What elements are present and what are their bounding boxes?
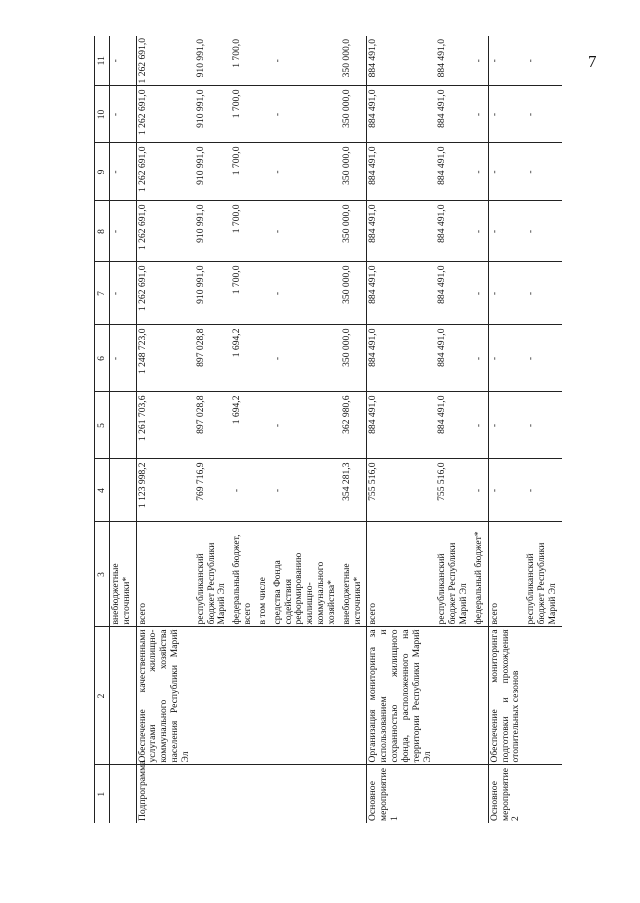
header-cell: 4: [95, 459, 110, 522]
value-cell: 1 123 998,2: [136, 459, 195, 522]
table-row: [257, 36, 272, 823]
table-row: [436, 36, 472, 823]
source-cell: республиканский бюджет Республики Марий Эл: [436, 522, 472, 627]
value-cell: [257, 36, 272, 86]
value-cell: -: [488, 262, 525, 325]
value-cell: [257, 262, 272, 325]
value-cell: -: [473, 86, 488, 143]
value-cell: -: [525, 459, 561, 522]
value-cell: [257, 325, 272, 392]
header-cell: 9: [95, 143, 110, 201]
source-cell: всего: [136, 522, 195, 627]
table-row: [473, 36, 488, 823]
value-cell: -: [488, 86, 525, 143]
header-cell: 6: [95, 325, 110, 392]
value-cell: -: [488, 143, 525, 201]
value-cell: 354 281,3: [341, 459, 367, 522]
value-cell: -: [231, 459, 257, 522]
value-cell: -: [525, 201, 561, 262]
value-cell: -: [272, 36, 341, 86]
source-cell: федеральный бюджет*: [473, 522, 488, 627]
value-cell: -: [110, 86, 137, 143]
value-cell: -: [110, 36, 137, 86]
description-cell: [436, 627, 472, 765]
description-cell: [272, 627, 341, 765]
source-cell: внебюджетные источники*: [341, 522, 367, 627]
value-cell: -: [272, 262, 341, 325]
source-cell: республиканский бюджет Республики Марий Эл: [525, 522, 561, 627]
value-cell: -: [488, 325, 525, 392]
source-cell: федеральный бюджет, всего: [231, 522, 257, 627]
value-cell: 1 694,2: [231, 392, 257, 459]
value-cell: -: [473, 325, 488, 392]
value-cell: -: [473, 459, 488, 522]
row-label-cell: [272, 765, 341, 823]
value-cell: -: [525, 36, 561, 86]
value-cell: -: [488, 36, 525, 86]
table-row: [110, 36, 137, 823]
value-cell: -: [272, 201, 341, 262]
table-row: [272, 36, 341, 823]
value-cell: -: [473, 201, 488, 262]
value-cell: 884 491,0: [436, 201, 472, 262]
row-label-cell: [473, 765, 488, 823]
value-cell: -: [110, 325, 137, 392]
table-row: [525, 36, 561, 823]
value-cell: 1 700,0: [231, 86, 257, 143]
row-label-cell: [341, 765, 367, 823]
value-cell: 362 980,6: [341, 392, 367, 459]
table-row: [231, 36, 257, 823]
table-row: [136, 36, 195, 823]
value-cell: 884 491,0: [367, 143, 436, 201]
row-label-cell: Подпрограмма: [136, 765, 195, 823]
value-cell: -: [272, 86, 341, 143]
description-cell: Организация мониторинга за использованием и сохранностью жилищного фонда, расположенного на территории Республики Марий Эл: [367, 627, 436, 765]
value-cell: 910 991,0: [195, 36, 231, 86]
header-cell: 3: [95, 522, 110, 627]
value-cell: 884 491,0: [436, 325, 472, 392]
value-cell: [110, 459, 137, 522]
value-cell: 884 491,0: [436, 143, 472, 201]
value-cell: [257, 201, 272, 262]
budget-table: [94, 36, 562, 823]
description-cell: Обеспечение качественными услугами жилищно-коммунального хозяйства населения Республики Марий Эл: [136, 627, 195, 765]
table-row: [488, 36, 525, 823]
value-cell: 884 491,0: [367, 325, 436, 392]
value-cell: [257, 459, 272, 522]
value-cell: 884 491,0: [367, 86, 436, 143]
value-cell: 884 491,0: [367, 36, 436, 86]
header-row: [95, 36, 110, 823]
value-cell: 350 000,0: [341, 325, 367, 392]
value-cell: -: [110, 143, 137, 201]
value-cell: -: [525, 143, 561, 201]
value-cell: -: [272, 392, 341, 459]
value-cell: 769 716,9: [195, 459, 231, 522]
value-cell: 910 991,0: [195, 143, 231, 201]
value-cell: 910 991,0: [195, 262, 231, 325]
description-cell: [195, 627, 231, 765]
value-cell: 350 000,0: [341, 36, 367, 86]
value-cell: -: [488, 459, 525, 522]
row-label-cell: [436, 765, 472, 823]
value-cell: -: [110, 262, 137, 325]
value-cell: 884 491,0: [367, 201, 436, 262]
source-cell: всего: [367, 522, 436, 627]
value-cell: 1 700,0: [231, 36, 257, 86]
row-label-cell: [231, 765, 257, 823]
table-row: [367, 36, 436, 823]
value-cell: [257, 392, 272, 459]
value-cell: 1 694,2: [231, 325, 257, 392]
source-cell: республиканский бюджет Республики Марий Эл: [195, 522, 231, 627]
value-cell: -: [488, 201, 525, 262]
value-cell: 884 491,0: [436, 392, 472, 459]
table-row: [341, 36, 367, 823]
value-cell: -: [525, 262, 561, 325]
header-cell: 11: [95, 36, 110, 86]
value-cell: 1 248 723,0: [136, 325, 195, 392]
row-label-cell: [110, 765, 137, 823]
header-cell: 10: [95, 86, 110, 143]
value-cell: 1 700,0: [231, 262, 257, 325]
description-cell: [473, 627, 488, 765]
row-label-cell: Основное мероприятие 2: [488, 765, 525, 823]
value-cell: 884 491,0: [367, 262, 436, 325]
value-cell: 755 516,0: [436, 459, 472, 522]
description-cell: [341, 627, 367, 765]
value-cell: 884 491,0: [436, 36, 472, 86]
value-cell: 755 516,0: [367, 459, 436, 522]
value-cell: -: [272, 143, 341, 201]
value-cell: 910 991,0: [195, 201, 231, 262]
value-cell: 1 262 691,0: [136, 262, 195, 325]
row-label-cell: [195, 765, 231, 823]
value-cell: -: [525, 392, 561, 459]
header-cell: 8: [95, 201, 110, 262]
value-cell: 1 262 691,0: [136, 36, 195, 86]
value-cell: -: [272, 325, 341, 392]
row-label-cell: Основное мероприятие 1: [367, 765, 436, 823]
rotated-table-container: [94, 36, 558, 823]
value-cell: [257, 143, 272, 201]
value-cell: 1 700,0: [231, 143, 257, 201]
value-cell: 350 000,0: [341, 86, 367, 143]
value-cell: -: [110, 201, 137, 262]
value-cell: -: [272, 459, 341, 522]
table-row: [195, 36, 231, 823]
value-cell: 350 000,0: [341, 262, 367, 325]
value-cell: -: [473, 262, 488, 325]
value-cell: 884 491,0: [436, 262, 472, 325]
header-cell: 5: [95, 392, 110, 459]
value-cell: 897 028,8: [195, 392, 231, 459]
value-cell: 1 262 691,0: [136, 86, 195, 143]
description-cell: [110, 627, 137, 765]
description-cell: [525, 627, 561, 765]
value-cell: -: [525, 86, 561, 143]
source-cell: внебюджетные источники*: [110, 522, 137, 627]
value-cell: 897 028,8: [195, 325, 231, 392]
source-cell: средства Фонда содействия реформированию жилищно-коммунального хозяйства*: [272, 522, 341, 627]
value-cell: 350 000,0: [341, 143, 367, 201]
source-cell: в том числе: [257, 522, 272, 627]
page-number: 7: [588, 52, 597, 71]
value-cell: -: [473, 143, 488, 201]
header-cell: 2: [95, 627, 110, 765]
value-cell: 1 700,0: [231, 201, 257, 262]
value-cell: 910 991,0: [195, 86, 231, 143]
value-cell: 1 262 691,0: [136, 143, 195, 201]
value-cell: 884 491,0: [367, 392, 436, 459]
value-cell: 1 262 691,0: [136, 201, 195, 262]
row-label-cell: [525, 765, 561, 823]
value-cell: 884 491,0: [436, 86, 472, 143]
description-cell: [257, 627, 272, 765]
header-cell: 1: [95, 765, 110, 823]
description-cell: Обеспечение мониторинга подготовки и прохождения отопительных сезонов: [488, 627, 525, 765]
value-cell: -: [488, 392, 525, 459]
value-cell: -: [525, 325, 561, 392]
header-cell: 7: [95, 262, 110, 325]
value-cell: 350 000,0: [341, 201, 367, 262]
description-cell: [231, 627, 257, 765]
value-cell: -: [473, 36, 488, 86]
value-cell: 1 261 703,6: [136, 392, 195, 459]
value-cell: [110, 392, 137, 459]
value-cell: [257, 86, 272, 143]
source-cell: всего: [488, 522, 525, 627]
row-label-cell: [257, 765, 272, 823]
value-cell: -: [473, 392, 488, 459]
